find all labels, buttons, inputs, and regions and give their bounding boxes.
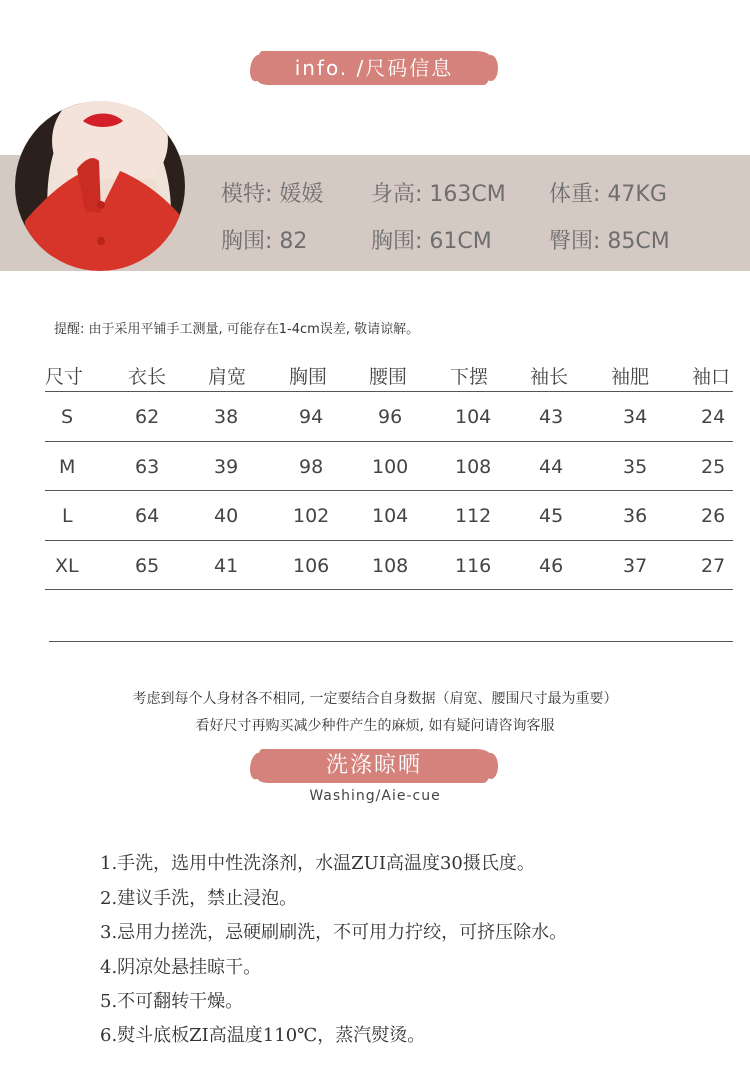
table-cell: 43 [539,406,564,428]
table-row [45,505,733,535]
table-cell: 102 [293,505,330,527]
table-cell: 94 [299,406,324,428]
size-advice-line-1: 考虑到每个人身材各不相同, 一定要结合自身数据（肩宽、腰围尺寸最为重要） [132,691,618,707]
table-cell: 36 [623,505,648,527]
washing-subtitle: Washing/Aie-cue [309,788,441,804]
table-divider [45,490,733,491]
model-photo [15,101,185,271]
header-cell: 袖长 [530,366,569,388]
care-instruction: 4.阴凉处悬挂晾干。 [100,957,262,978]
table-cell: 106 [293,555,330,577]
table-divider [45,589,733,590]
model-hip: 臀围: 85CM [549,229,670,254]
washing-title-banner [258,749,490,783]
table-cell: 40 [214,505,239,527]
header-cell: 腰围 [369,366,408,388]
table-cell: 46 [539,555,564,577]
model-weight: 体重: 47KG [549,182,667,207]
header-cell: 尺寸 [45,366,84,388]
table-divider [45,391,733,392]
washing-title: 洗涤晾晒 [325,753,422,778]
table-cell: 62 [135,406,160,428]
table-cell: 108 [372,555,409,577]
header-cell: 袖肥 [611,366,650,388]
table-divider [49,641,733,642]
header-cell: 肩宽 [208,366,247,388]
table-cell: S [61,406,74,428]
table-cell: 27 [701,555,726,577]
table-cell: 41 [214,555,239,577]
table-cell: 104 [455,406,492,428]
model-bust: 胸围: 82 [221,229,308,254]
table-cell: XL [55,555,79,577]
care-instruction: 1.手洗，选用中性洗涤剂，水温ZUI高温度30摄氏度。 [100,853,535,874]
table-cell: 38 [214,406,239,428]
table-cell: 25 [701,456,726,478]
header-cell: 袖口 [692,366,731,388]
info-title-banner [258,51,490,85]
table-cell: M [59,456,76,478]
care-instruction: 3.忌用力搓洗，忌硬刷刷洗，不可用力拧绞，可挤压除水。 [100,922,568,943]
model-waist: 胸围: 61CM [371,229,492,254]
table-row [45,456,733,486]
table-row [45,406,733,436]
info-title: info. /尺码信息 [294,56,454,80]
table-cell: 104 [372,505,409,527]
care-instruction: 5.不可翻转干燥。 [100,991,244,1012]
header-cell: 下摆 [450,366,489,388]
table-cell: 24 [701,406,726,428]
model-name: 模特: 媛媛 [221,182,324,207]
table-cell: 63 [135,456,160,478]
care-instruction: 6.熨斗底板ZI高温度110℃，蒸汽熨烫。 [100,1025,426,1046]
table-cell: 112 [455,505,492,527]
table-divider [45,441,733,442]
care-instruction: 2.建议手洗，禁止浸泡。 [100,888,298,909]
table-cell: 116 [455,555,492,577]
table-cell: 26 [701,505,726,527]
table-cell: 39 [214,456,239,478]
size-table-header [45,362,733,392]
table-cell: 34 [623,406,648,428]
table-cell: 108 [455,456,492,478]
table-cell: 45 [539,505,564,527]
model-height: 身高: 163CM [371,182,506,207]
table-row [45,555,733,585]
measurement-note: 提醒: 由于采用平铺手工测量, 可能存在1-4cm误差, 敬请谅解。 [54,322,420,337]
table-cell: 96 [378,406,403,428]
table-cell: 100 [372,456,409,478]
table-cell: 64 [135,505,160,527]
header-cell: 胸围 [289,366,328,388]
header-cell: 衣长 [128,366,167,388]
size-advice-line-2: 看好尺寸再购买减少种件产生的麻烦, 如有疑问请咨询客服 [195,718,555,734]
table-cell: 65 [135,555,160,577]
table-cell: L [62,505,73,527]
table-cell: 44 [539,456,564,478]
table-cell: 35 [623,456,648,478]
table-cell: 98 [299,456,324,478]
table-divider [45,540,733,541]
table-cell: 37 [623,555,648,577]
